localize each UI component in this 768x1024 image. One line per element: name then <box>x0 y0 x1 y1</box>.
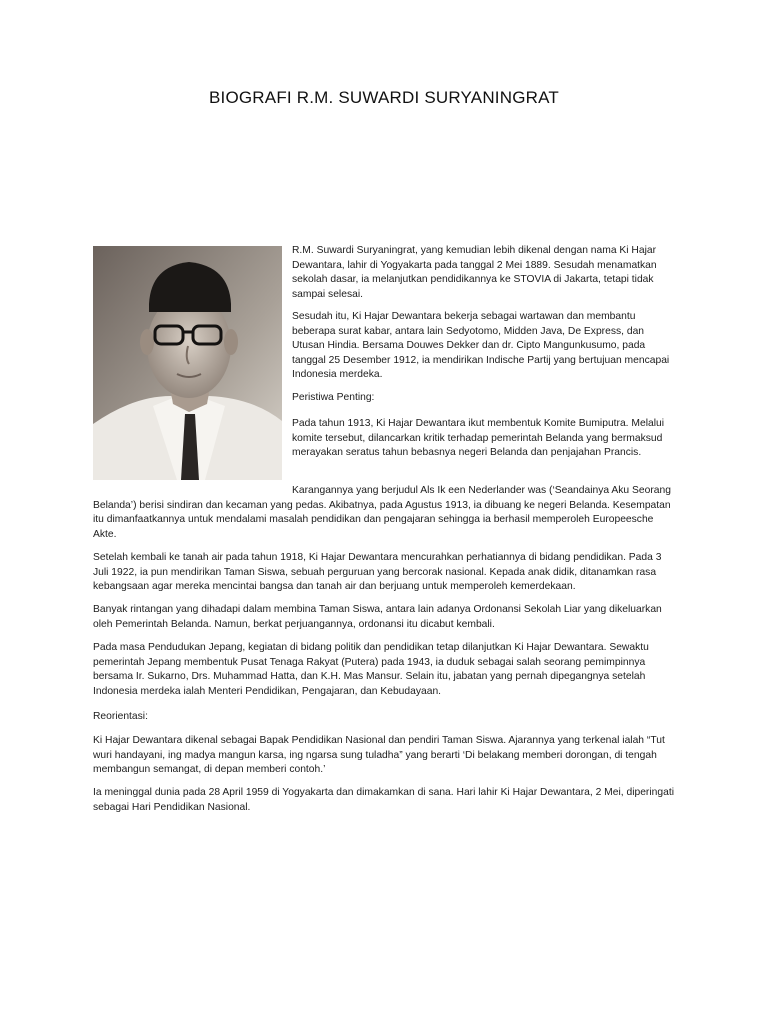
paragraph-taman-siswa: Setelah kembali ke tanah air pada tahun 1918, Ki Hajar Dewantara mencurahkan perhatiannya di bidang pendidikan. Pada 3 Juli 1922, ia pun mendirikan Taman Siswa, sebuah perguruan yang bercorak nasional. Kepada anak didik, ditanamkan rasa kebangsaan agar mereka mencintai bangsa dan tanah air dan berjuang untuk memperoleh kemerdekaan. <box>93 552 662 593</box>
paragraph-komite-bumiputra: Pada tahun 1913, Ki Hajar Dewantara ikut membentuk Komite Bumiputra. Melalui komite tersebut, dilancarkan kritik terhadap pemerintah Belanda yang bermaksud merayakan seratus tahun bebasnya negeri Belanda dan penjajahan Prancis. <box>292 418 665 459</box>
page-title: BIOGRAFI R.M. SUWARDI SURYANINGRAT <box>209 88 559 107</box>
heading-important-events: Peristiwa Penting: <box>292 392 375 403</box>
portrait-photo <box>93 246 282 480</box>
portrait-icon <box>93 246 282 480</box>
paragraph-death: Ia meninggal dunia pada 28 April 1959 di Yogyakarta dan dimakamkan di sana. Hari lahir Ki Hajar Dewantara, 2 Mei, diperingati sebagai Hari Pendidikan Nasional. <box>93 787 674 813</box>
paragraph-obstacles: Banyak rintangan yang dihadapi dalam membina Taman Siswa, antara lain adanya Ordonansi Sekolah Liar yang dikeluarkan oleh Pemerintah Belanda. Namun, berkat perjuangannya, ordonansi itu dicabut kembali. <box>93 604 662 630</box>
paragraph-legacy: Ki Hajar Dewantara dikenal sebagai Bapak Pendidikan Nasional dan pendiri Taman Siswa. Ajarannya yang terkenal ialah “Tut wuri handayani, ing madya mangun karsa, ing ngarsa sung tuladha” yang berarti ‘Di belakang memberi dorongan, di tengah membangun semangat, di depan memberi contoh.’ <box>93 735 665 776</box>
paragraph-career: Sesudah itu, Ki Hajar Dewantara bekerja sebagai wartawan dan membantu beberapa surat kabar, antara lain Sedyotomo, Midden Java, De Express, dan Utusan Hindia. Bersama Douwes Dekker dan dr. Cipto Mangunkusumo, pada tanggal 25 Desember 1912, ia mendirikan Indische Partij yang bertujuan mencapai Indonesia merdeka. <box>292 311 670 381</box>
paragraph-birth: R.M. Suwardi Suryaningrat, yang kemudian lebih dikenal dengan nama Ki Hajar Dewantara, lahir di Yogyakarta pada tanggal 2 Mei 1889. Sesudah menamatkan sekolah dasar, ia melanjutkan pendidikannya ke STOVIA di Jakarta, tetapi tidak sampai selesai. <box>292 245 657 300</box>
paragraph-japanese-occupation: Pada masa Pendudukan Jepang, kegiatan di bidang politik dan pendidikan tetap dilanjutkan Ki Hajar Dewantara. Sewaktu pemerintah Jepang membentuk Pusat Tenaga Rakyat (Putera) pada 1943, ia duduk sebagai salah seorang pemimpinnya bersama Ir. Sukarno, Drs. Muhammad Hatta, dan K.H. Mas Mansur. Selain itu, jabatan yang pernah dipegangnya setelah Indonesia merdeka ialah Menteri Pendidikan, Pengajaran, dan Kebudayaan. <box>93 642 649 697</box>
heading-reorientation: Reorientasi: <box>93 711 148 722</box>
paragraph-exile: Karangannya yang berjudul Als Ik een Nederlander was (‘Seandainya Aku Seorang Belanda’) berisi sindiran dan kecaman yang pedas. Akibatnya, pada Agustus 1913, ia dibuang ke negeri Belanda. Kesempatan itu dimanfaatkannya untuk mendalami masalah pendidikan dan pengajaran sehingga ia berhasil memperoleh Europeesche Akte. <box>93 485 671 540</box>
